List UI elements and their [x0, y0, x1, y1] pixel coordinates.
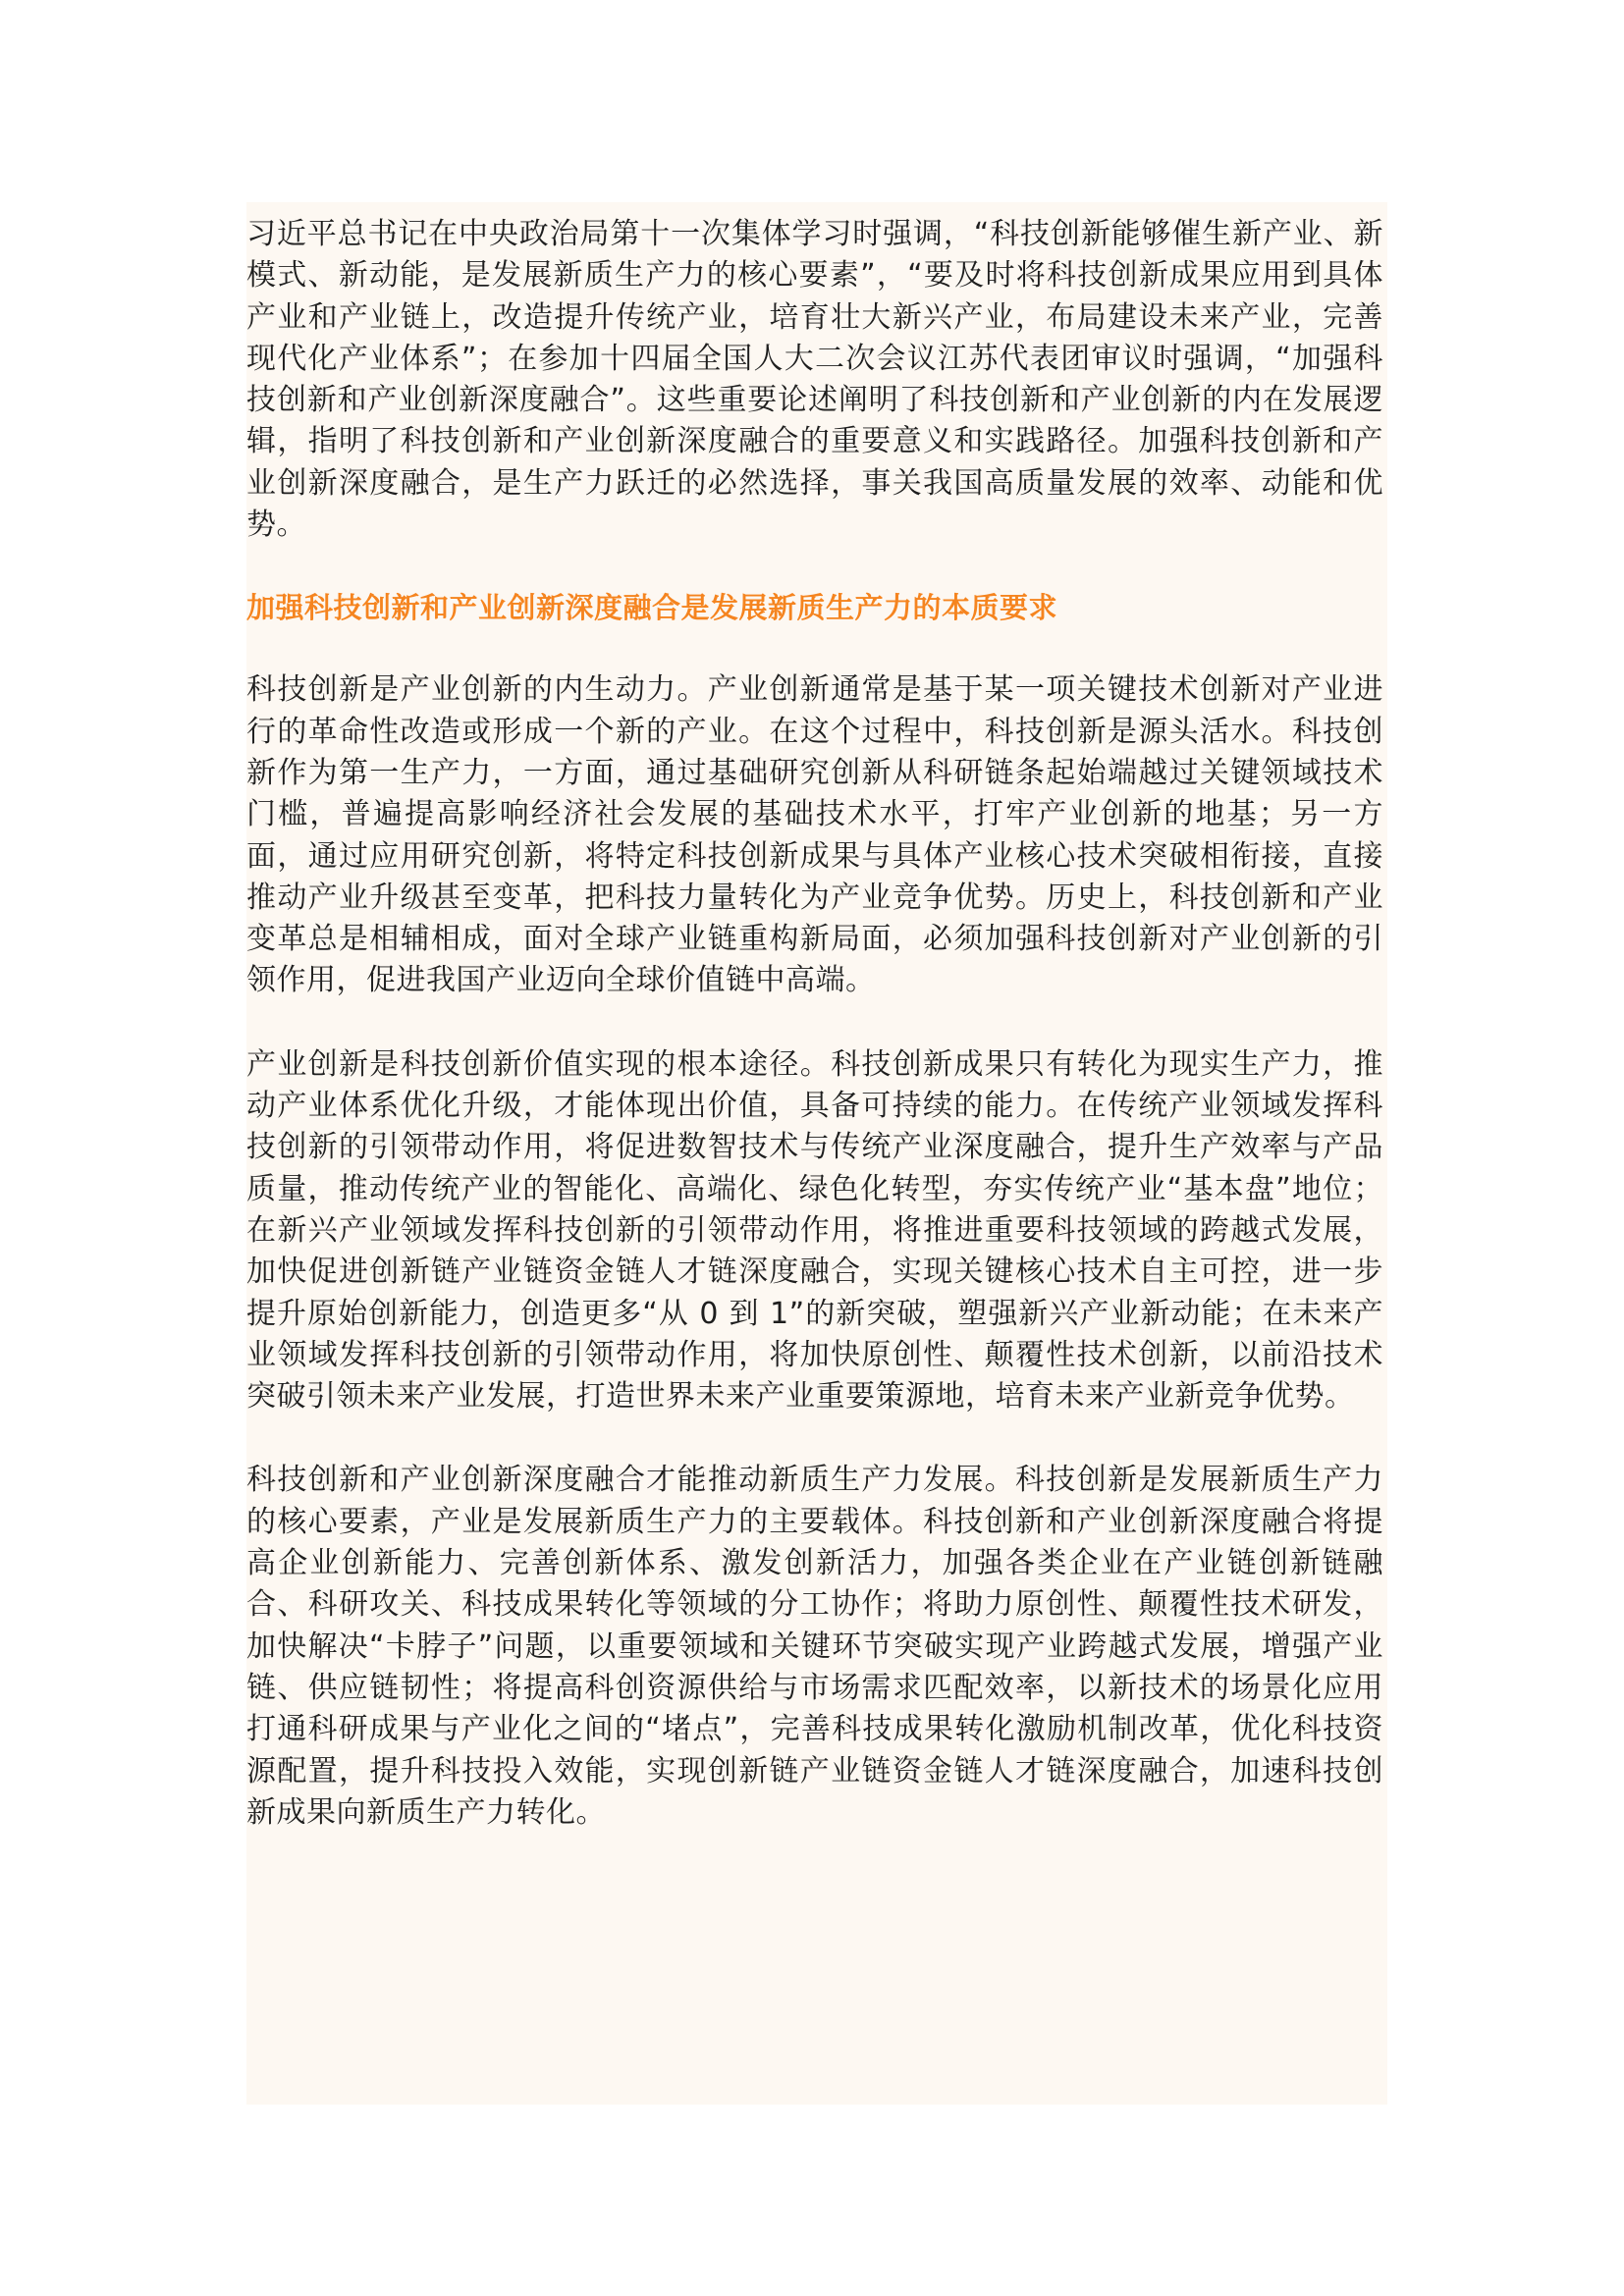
section-heading: 加强科技创新和产业创新深度融合是发展新质生产力的本质要求: [246, 591, 1058, 625]
body-paragraph-2: 产业创新是科技创新价值实现的根本途径。科技创新成果只有转化为现实生产力，推动产业体系优化升级，才能体现出价值，具备可持续的能力。在传统产业领域发挥科技创新的引领带动作用，将促进数智技术与传统产业深度融合，提升生产效率与产品质量，推动传统产业的智能化、高端化、绿色化转型，夯实传统产业“基本盘”地位；在新兴产业领域发挥科技创新的引领带动作用，将推进重要科技领域的跨越式发展，加快促进创新链产业链资金链人才链深度融合，实现关键核心技术自主可控，进一步提升原始创新能力，创造更多“从 0 到 1”的新突破，塑强新兴产业新动能；在未来产业领域发挥科技创新的引领带动作用，将加快原创性、颠覆性技术创新，以前沿技术突破引领未来产业发展，打造世界未来产业重要策源地，培育未来产业新竞争优势。: [246, 1046, 1383, 1415]
body-paragraph-1: 科技创新是产业创新的内生动力。产业创新通常是基于某一项关键技术创新对产业进行的革命性改造或形成一个新的产业。在这个过程中，科技创新是源头活水。科技创新作为第一生产力，一方面，通过基础研究创新从科研链条起始端越过关键领域技术门槛，普遍提高影响经济社会发展的基础技术水平，打牢产业创新的地基；另一方面，通过应用研究创新，将特定科技创新成果与具体产业核心技术突破相衔接，直接推动产业升级甚至变革，把科技力量转化为产业竞争优势。历史上，科技创新和产业变革总是相辅相成，面对全球产业链重构新局面，必须加强科技创新对产业创新的引领作用，促进我国产业迈向全球价值链中高端。: [246, 672, 1383, 998]
body-paragraph-3: 科技创新和产业创新深度融合才能推动新质生产力发展。科技创新是发展新质生产力的核心要素，产业是发展新质生产力的主要载体。科技创新和产业创新深度融合将提高企业创新能力、完善创新体系、激发创新活力，加强各类企业在产业链创新链融合、科研攻关、科技成果转化等领域的分工协作；将助力原创性、颠覆性技术研发，加快解决“卡脖子”问题，以重要领域和关键环节突破实现产业跨越式发展，增强产业链、供应链韧性；将提高科创资源供给与市场需求匹配效率，以新技术的场景化应用打通科研成果与产业化之间的“堵点”，完善科技成果转化激励机制改革，优化科技资源配置，提升科技投入效能，实现创新链产业链资金链人才链深度融合，加速科技创新成果向新质生产力转化。: [246, 1463, 1383, 1830]
article-body: [246, 202, 1387, 2105]
intro-paragraph: 习近平总书记在中央政治局第十一次集体学习时强调，“科技创新能够催生新产业、新模式、新动能，是发展新质生产力的核心要素”，“要及时将科技创新成果应用到具体产业和产业链上，改造提升传统产业，培育壮大新兴产业，布局建设未来产业，完善现代化产业体系”；在参加十四届全国人大二次会议江苏代表团审议时强调，“加强科技创新和产业创新深度融合”。这些重要论述阐明了科技创新和产业创新的内在发展逻辑，指明了科技创新和产业创新深度融合的重要意义和实践路径。加强科技创新和产业创新深度融合，是生产力跃迁的必然选择，事关我国高质量发展的效率、动能和优势。: [246, 217, 1383, 543]
